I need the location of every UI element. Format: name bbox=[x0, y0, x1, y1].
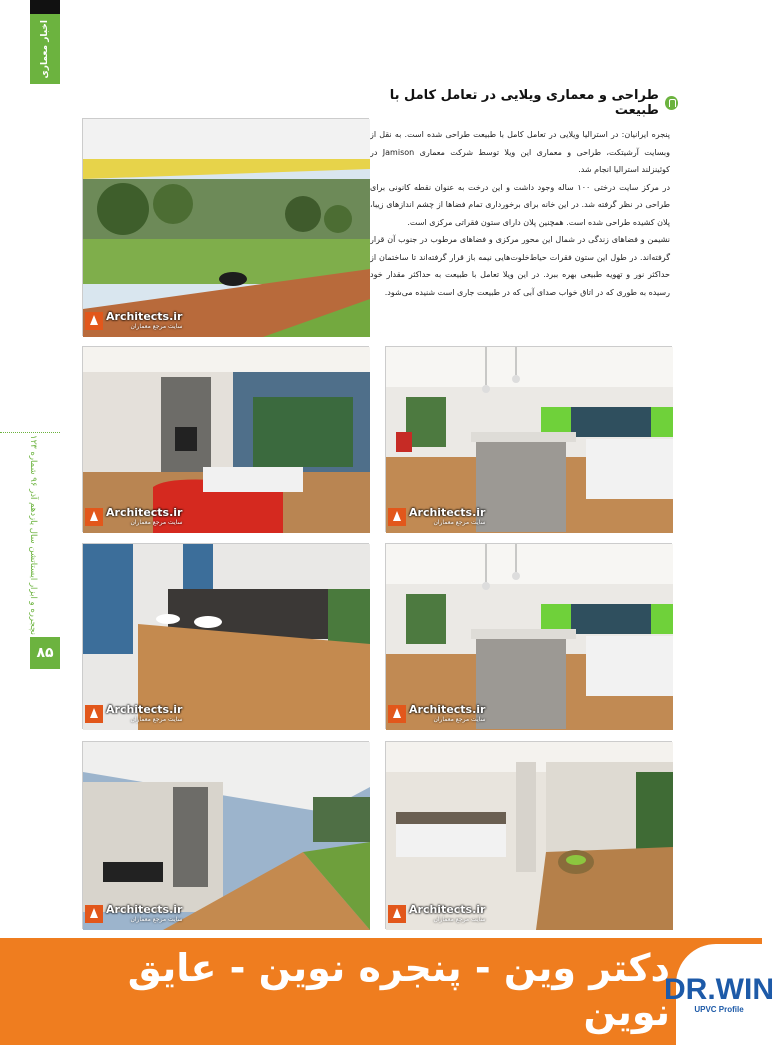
photo-kitchen-2 bbox=[385, 543, 672, 729]
watermark bbox=[85, 704, 182, 724]
architects-logo-icon bbox=[85, 905, 103, 923]
watermark-name: Architects.ir bbox=[106, 310, 183, 323]
photo-bathroom bbox=[82, 543, 369, 729]
section-tab bbox=[30, 14, 60, 84]
photo-kitchen-1 bbox=[385, 346, 672, 532]
watermark-sub: سایت مرجع معماران bbox=[433, 519, 486, 526]
logo-sub-text: UPVC Profile bbox=[694, 1005, 744, 1014]
watermark bbox=[388, 704, 485, 724]
watermark-sub: سایت مرجع معماران bbox=[433, 916, 486, 923]
title-bullet-icon bbox=[665, 96, 678, 110]
article-title: طراحی و معماری ویلایی در تعامل کامل با طبیعت bbox=[389, 88, 659, 118]
article-body bbox=[370, 126, 670, 336]
article-header bbox=[360, 88, 678, 118]
watermark bbox=[85, 311, 182, 331]
watermark bbox=[388, 507, 485, 527]
architects-logo-icon bbox=[388, 705, 406, 723]
watermark-sub: سایت مرجع معماران bbox=[130, 323, 183, 330]
photo-terrace-dog bbox=[82, 118, 369, 336]
watermark-name: Architects.ir bbox=[409, 703, 486, 716]
top-black-strip bbox=[30, 0, 60, 14]
side-info bbox=[24, 435, 42, 635]
side-rail bbox=[0, 432, 60, 433]
watermark-name: Architects.ir bbox=[106, 903, 183, 916]
exterior-illustration bbox=[83, 742, 370, 930]
terrace-illustration bbox=[83, 119, 370, 337]
logo-main-text: DR.WIN bbox=[664, 973, 774, 1006]
article-paragraph: پنجره ایرانیان: در استرالیا ویلایی در تعامل کامل با طبیعت طراحی شده است. به نقل از وبسایت آرشیتکت، طراحی و معماری این ویلا توسط شرکت معماری Jamison در کوئینزلند استرالیا انجام شد. bbox=[370, 130, 671, 174]
watermark bbox=[85, 507, 182, 527]
architects-logo-icon bbox=[388, 905, 406, 923]
watermark-sub: سایت مرجع معماران bbox=[130, 916, 183, 923]
article-paragraph: نشیمن و فضاهای زندگی در شمال این محور مرکزی و فضاهای مرطوب در جنوب آن قرار گرفته‌اند. در طول این ستون فقرات حیاط‌خلوت‌هایی نیمه باز قرار گرفته‌اند تا ساختمان از حداکثر نور و تهویه طبیعی بهره ببرد. در این ویلا تعامل با طبیعت به حداکثر مقدار خود رسیده به طوری که در اتاق خواب صدای آبی که در طبیعت جاری است شنیده می‌شود. bbox=[370, 235, 670, 297]
watermark bbox=[85, 904, 182, 924]
page-number: ۸۵ bbox=[30, 637, 60, 669]
photo-living-fireplace bbox=[82, 346, 369, 532]
architects-logo-icon bbox=[388, 508, 406, 526]
watermark-sub: سایت مرجع معماران bbox=[433, 716, 486, 723]
watermark bbox=[388, 904, 485, 924]
bedroom-illustration bbox=[386, 742, 673, 930]
watermark-name: Architects.ir bbox=[409, 903, 486, 916]
architects-logo-icon bbox=[85, 312, 103, 330]
architects-logo-icon bbox=[85, 705, 103, 723]
drwin-logo bbox=[664, 944, 774, 1045]
watermark-sub: سایت مرجع معماران bbox=[130, 519, 183, 526]
watermark-sub: سایت مرجع معماران bbox=[130, 716, 183, 723]
section-label: اخبار معماری bbox=[40, 19, 50, 79]
photo-bedroom bbox=[385, 741, 672, 929]
article-paragraph: در مرکز سایت درختی ۱۰۰ ساله وجود داشت و این درخت به عنوان نقطه کانونی برای طراحی در نظر گرفته شد. در این خانه برای برخورداری تمام فضاها از چشم اندازهای زیبا، پلان کشیده طراحی شده است. همچنین پلان دارای ستون فقراتی مرکزی است. bbox=[370, 182, 671, 227]
watermark-name: Architects.ir bbox=[106, 703, 183, 716]
watermark-name: Architects.ir bbox=[106, 506, 183, 519]
footer-slogan: دکتر وین - پنجره نوین - عایق نوین bbox=[127, 946, 670, 1034]
photo-exterior-deck bbox=[82, 741, 369, 929]
architects-logo-icon bbox=[85, 508, 103, 526]
side-info-text: نچجرره و ابزار ایستاتشن سال یازدهم آذر ۹۶ شماره ۱۲۳ bbox=[28, 435, 38, 635]
watermark-name: Architects.ir bbox=[409, 506, 486, 519]
